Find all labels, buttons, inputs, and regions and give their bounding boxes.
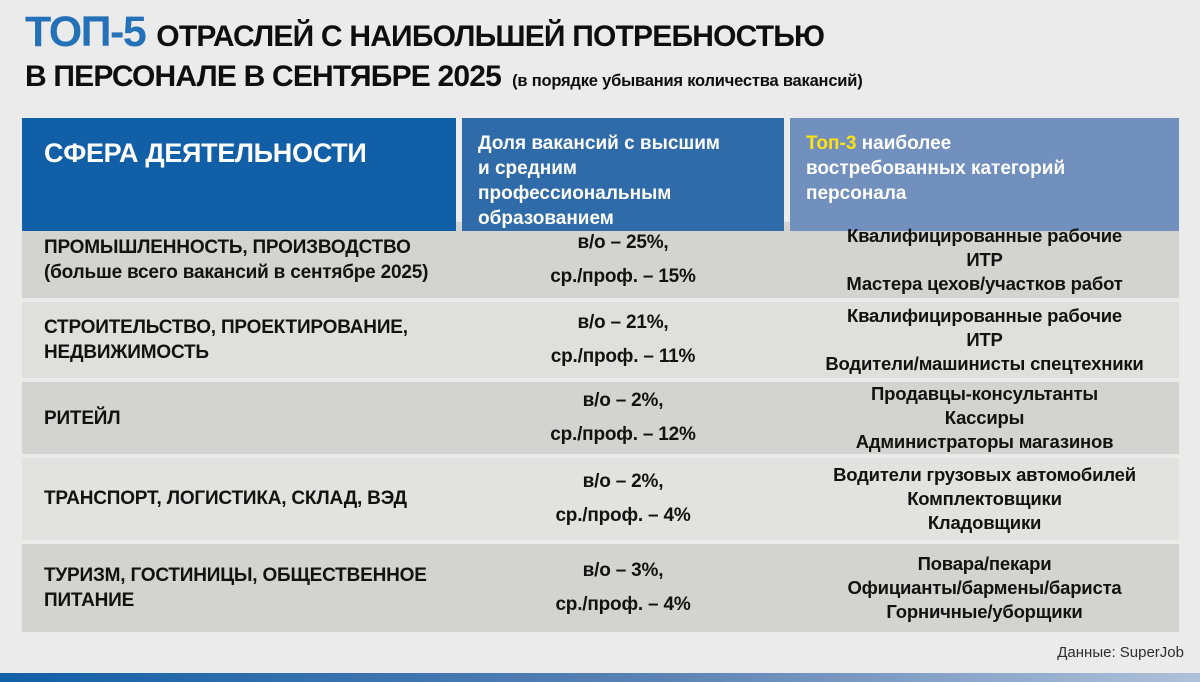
industry-name: СТРОИТЕЛЬСТВО, ПРОЕКТИРОВАНИЕ, НЕДВИЖИМОСТЬ	[44, 316, 408, 363]
header-categories-line: востребованных категорий	[806, 158, 1066, 180]
table-row	[22, 382, 1179, 454]
category-item: Кассиры	[944, 407, 1025, 429]
education-cell	[462, 384, 784, 452]
title-line-2	[25, 60, 863, 93]
category-item: Водители/машинисты спецтехники	[825, 353, 1144, 375]
table-row	[22, 544, 1179, 632]
category-item: ИТР	[966, 248, 1003, 270]
education-line: в/о – 25%,	[577, 231, 669, 253]
education-line: ср./проф. – 12%	[550, 424, 696, 446]
category-item: Квалифицированные рабочие	[847, 304, 1122, 326]
category-item: Официанты/бармены/бариста	[847, 576, 1122, 598]
data-source: Данные: SuperJob	[1057, 644, 1184, 661]
title-note: (в порядке убывания количества вакансий)	[512, 72, 863, 91]
industry-cell	[22, 486, 456, 511]
education-cell	[462, 554, 784, 622]
table-header-row	[22, 118, 1179, 230]
category-item: Квалифицированные рабочие	[847, 224, 1122, 246]
industry-name: ТРАНСПОРТ, ЛОГИСТИКА, СКЛАД, ВЭД	[44, 488, 407, 510]
industries-table	[22, 118, 1179, 636]
header-categories-line	[806, 131, 1169, 156]
industry-cell	[22, 563, 456, 613]
education-line: в/о – 2%,	[582, 470, 664, 492]
industry-note: (больше всего вакансий в сентябре 2025)	[44, 262, 429, 283]
categories-cell	[790, 382, 1179, 454]
title-block	[25, 10, 863, 93]
category-item: Повара/пекари	[917, 552, 1052, 574]
category-item: Продавцы-консультанты	[871, 383, 1098, 404]
education-cell	[462, 226, 784, 294]
categories-cell	[790, 463, 1179, 535]
column-header-industry: СФЕРА ДЕЯТЕЛЬНОСТИ	[22, 118, 456, 231]
industry-name: ПРОМЫШЛЕННОСТЬ, ПРОИЗВОДСТВО	[44, 236, 411, 258]
categories-cell	[790, 304, 1179, 376]
header-education-line: Доля вакансий с высшим	[478, 133, 720, 154]
category-item: Водители грузовых автомобилей	[833, 463, 1136, 485]
industry-name: ТУРИЗМ, ГОСТИНИЦЫ, ОБЩЕСТВЕННОЕ ПИТАНИЕ	[44, 564, 427, 611]
industry-cell	[22, 315, 456, 365]
title-highlight: ТОП-5	[25, 8, 146, 56]
education-cell	[462, 306, 784, 374]
categories-cell	[790, 224, 1179, 296]
education-cell	[462, 465, 784, 533]
category-item: Администраторы магазинов	[855, 431, 1114, 453]
column-header-categories	[790, 118, 1179, 231]
industry-name: РИТЕЙЛ	[44, 407, 121, 429]
table-row	[22, 458, 1179, 540]
categories-cell	[790, 552, 1179, 624]
education-line: ср./проф. – 11%	[550, 346, 696, 367]
header-education-line: образованием	[478, 208, 614, 230]
education-line: ср./проф. – 15%	[550, 266, 696, 287]
top3-highlight: Топ-3	[806, 133, 857, 154]
category-item: ИТР	[966, 328, 1003, 350]
header-education-line: и средним профессиональным	[478, 158, 672, 205]
header-categories-text: наиболее	[861, 133, 952, 154]
education-line: в/о – 3%,	[582, 559, 664, 581]
title-text-line2: В ПЕРСОНАЛЕ В СЕНТЯБРЕ 2025	[25, 60, 502, 94]
category-item: Горничные/уборщики	[886, 601, 1083, 623]
education-line: ср./проф. – 4%	[555, 505, 691, 526]
bottom-accent-bar	[0, 673, 1200, 682]
table-row	[22, 222, 1179, 298]
title-text: ОТРАСЛЕЙ С НАИБОЛЬШЕЙ ПОТРЕБНОСТЬЮ	[156, 20, 825, 53]
industry-cell	[22, 235, 456, 285]
education-line: в/о – 2%,	[582, 389, 664, 411]
category-item: Кладовщики	[927, 512, 1042, 534]
table-row	[22, 302, 1179, 378]
column-header-education	[462, 118, 784, 231]
industry-cell	[22, 406, 456, 431]
title-line-1	[25, 10, 863, 55]
education-line: ср./проф. – 4%	[555, 594, 691, 615]
category-item: Мастера цехов/участков работ	[846, 273, 1123, 295]
header-categories-line: персонала	[806, 183, 907, 205]
education-line: в/о – 21%,	[577, 311, 669, 333]
category-item: Комплектовщики	[907, 487, 1062, 509]
